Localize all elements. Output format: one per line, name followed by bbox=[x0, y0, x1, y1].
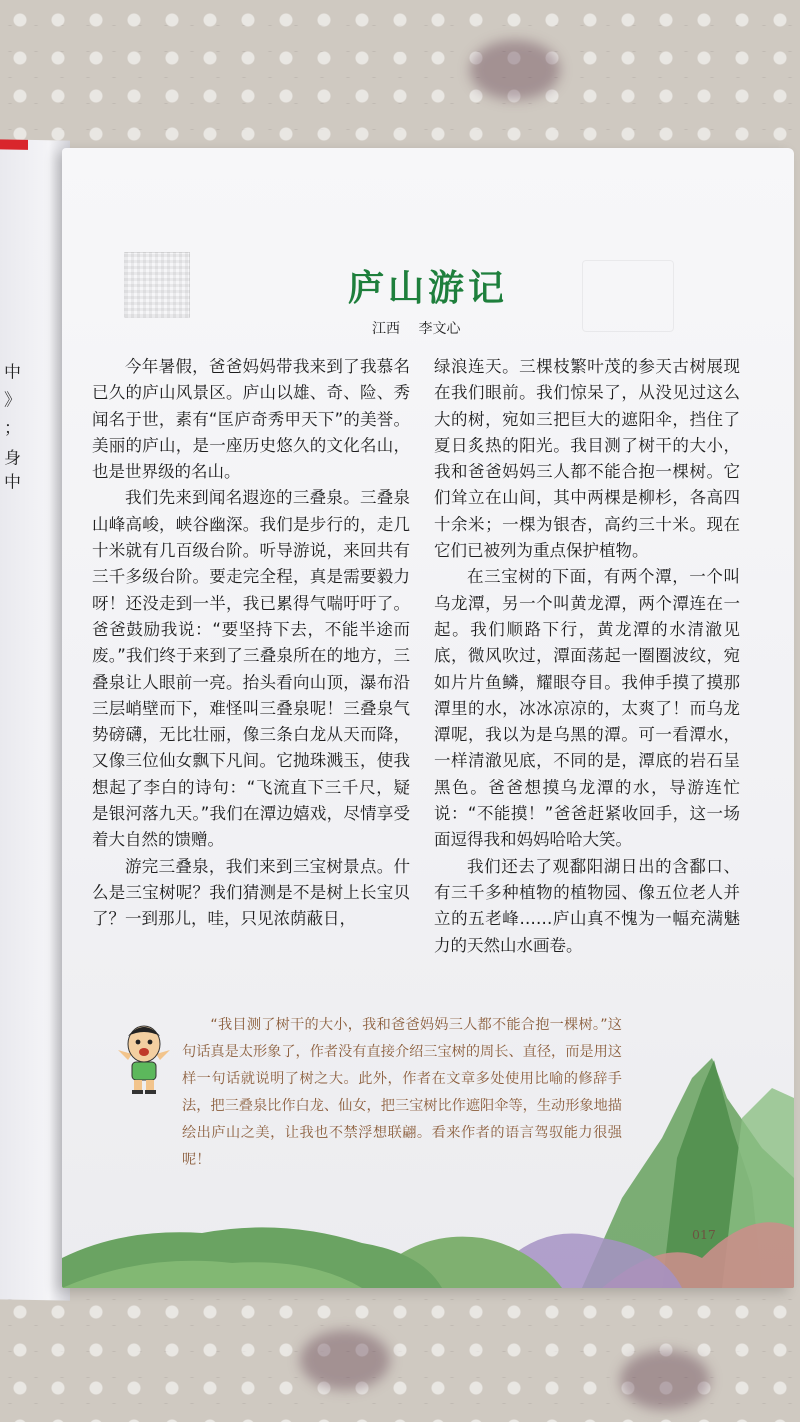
paragraph: 在三宝树的下面，有两个潭，一个叫乌龙潭，另一个叫黄龙潭，两个潭连在一起。我们顺路下行，黄龙潭的水清澈见底，微风吹过，潭面荡起一圈圈波纹，宛如片片鱼鳞，耀眼夺目。我伸手摸了摸那潭里的水，冰冰凉凉的，太爽了！而乌龙潭呢，我以为是乌黑的潭。可一看潭水，一样清澈见底，不同的是，潭底的岩石呈黑色。爸爸想摸乌龙潭的水，导游连忙说：“不能摸！”爸爸赶紧收回手，这一场面逗得我和妈妈哈哈大笑。 bbox=[434, 567, 740, 850]
lace-shadow bbox=[300, 1330, 390, 1390]
paragraph: 我们先来到闻名遐迩的三叠泉。三叠泉山峰高峻，峡谷幽深。我们是步行的，走几十米就有几百级台阶。听导游说，来回共有三千多级台阶。要走完全程，真是需要毅力呀！还没走到一半，我已累得气喘吁吁了。爸爸鼓励我说：“要坚持下去，不能半途而废。”我们终于来到了三叠泉所在的地方，三叠泉让人眼前一亮。抬头看向山顶，瀑布沿三层峭壁而下，难怪叫三叠泉呢！三叠泉气势磅礴，无比壮丽，像三条白龙从天而降，又像三位仙女飘下凡间。它抛珠溅玉，使我想起了李白的诗句：“飞流直下三千尺，疑是银河落九天。”我们在潭边嬉戏，尽情享受着大自然的馈赠。 bbox=[92, 488, 410, 850]
article-column-right bbox=[434, 354, 740, 959]
left-page-fragment: ； bbox=[4, 418, 21, 439]
author-region: 江西 bbox=[372, 321, 400, 337]
page-title: 庐山游记 bbox=[347, 268, 508, 309]
lace-shadow bbox=[620, 1350, 710, 1410]
author-line bbox=[372, 318, 460, 338]
article-column-left bbox=[92, 354, 410, 933]
paragraph: 我们还去了观鄱阳湖日出的含鄱口、有三千多种植物的植物园、像五位老人并立的五老峰……庐山真不愧为一幅充满魅力的天然山水画卷。 bbox=[434, 856, 740, 955]
reading-note bbox=[182, 1012, 622, 1174]
left-page-fragment: 中 bbox=[4, 362, 21, 383]
note-text: “我目测了树干的大小，我和爸爸妈妈三人都不能合抱一棵树。”这句话真是太形象了，作者没有直接介绍三宝树的周长、直径，而是用这样一句话就说明了树之大。此外，作者在文章多处使用比喻的修辞手法，把三叠泉比作白龙、仙女，把三宝树比作遮阳伞等，生动形象地描绘出庐山之美，让我也不禁浮想联翩。看来作者的语言驾驭能力很强呢！ bbox=[182, 1017, 622, 1168]
page-number: 017 bbox=[692, 1227, 716, 1242]
left-page-fragment: 身 bbox=[4, 448, 21, 469]
left-page-edge bbox=[0, 139, 70, 1300]
paragraph: 绿浪连天。三棵枝繁叶茂的参天古树展现在我们眼前。我们惊呆了，从没见过这么大的树，宛如三把巨大的遮阳伞，挡住了夏日炙热的阳光。我目测了树干的大小，我和爸爸妈妈三人都不能合抱一棵树。它们耸立在山间，其中两棵是柳杉，各高四十余米；一棵为银杏，高约三十米。现在它们已被列为重点保护植物。 bbox=[434, 357, 740, 561]
cartoon-boy-mascot-icon bbox=[114, 1020, 174, 1094]
left-page-fragment: 》 bbox=[4, 390, 21, 411]
book-page bbox=[62, 148, 794, 1288]
author-name: 李文心 bbox=[418, 321, 461, 337]
left-page-fragment: 中 bbox=[4, 472, 21, 493]
lace-shadow bbox=[470, 40, 560, 100]
paragraph: 今年暑假，爸爸妈妈带我来到了我慕名已久的庐山风景区。庐山以雄、奇、险、秀闻名于世，素有“匡庐奇秀甲天下”的美誉。美丽的庐山，是一座历史悠久的文化名山，也是世界级的名山。 bbox=[92, 357, 410, 482]
left-page-red-tab bbox=[0, 139, 28, 149]
paragraph: 游完三叠泉，我们来到三宝树景点。什么是三宝树呢？我们猜测是不是树上长宝贝了？一到那儿，哇，只见浓荫蔽日， bbox=[92, 856, 410, 929]
